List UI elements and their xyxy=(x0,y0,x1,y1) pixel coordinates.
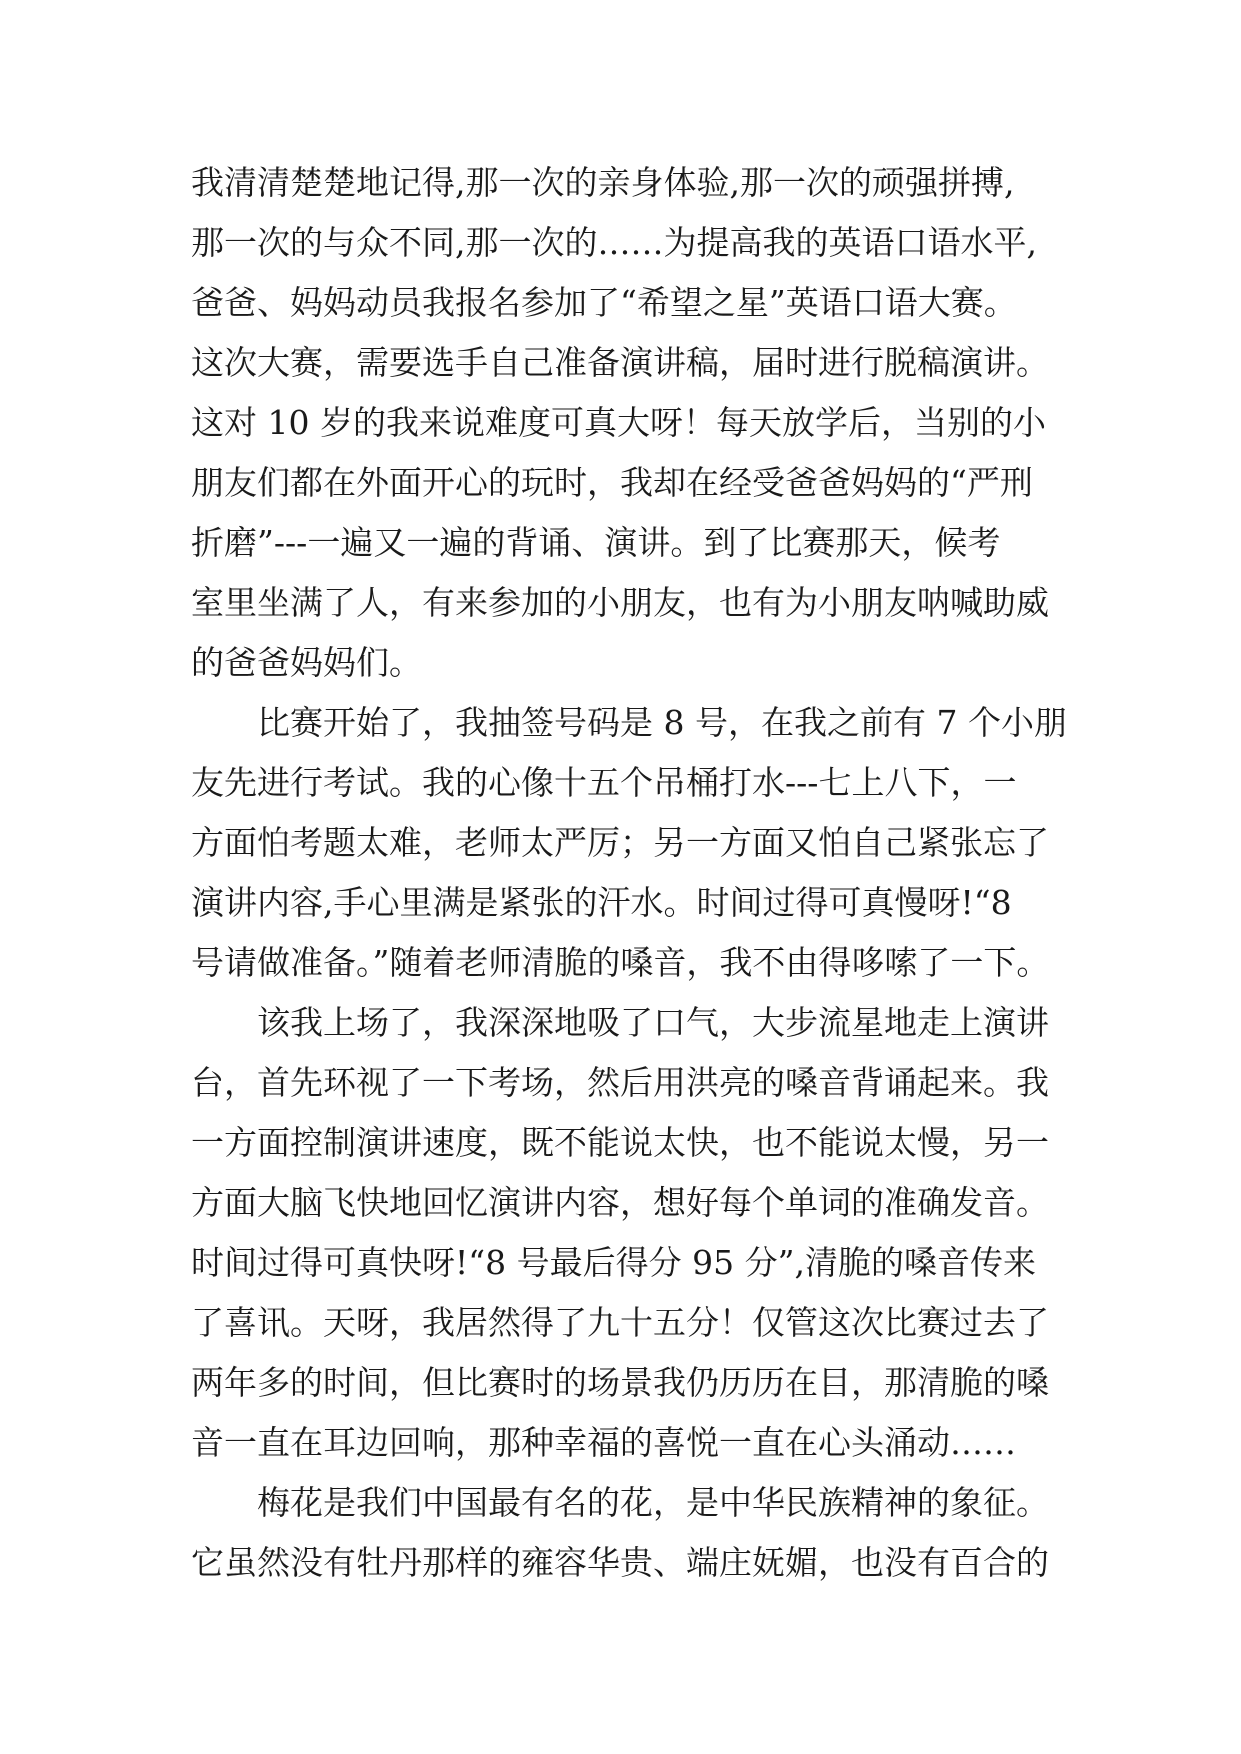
paragraph xyxy=(191,693,1101,993)
paragraph xyxy=(191,1473,1101,1593)
text-line: 梅花是我们中国最有名的花，是中华民族精神的象征。 xyxy=(257,1483,1049,1522)
text-line: 了喜讯。天呀，我居然得了九十五分！仅管这次比赛过去了 xyxy=(191,1303,1049,1342)
text-line: 爸爸、妈妈动员我报名参加了“希望之星”英语口语大赛。 xyxy=(191,283,1017,322)
text-line: 一方面控制演讲速度，既不能说太快，也不能说太慢，另一 xyxy=(191,1123,1049,1162)
text-line: 友先进行考试。我的心像十五个吊桶打水---七上八下，一 xyxy=(191,763,1017,802)
text-line: 我清清楚楚地记得,那一次的亲身体验,那一次的顽强拼搏, xyxy=(191,163,1015,202)
text-line: 该我上场了，我深深地吸了口气，大步流星地走上演讲 xyxy=(257,1003,1049,1042)
text-line: 台，首先环视了一下考场，然后用洪亮的嗓音背诵起来。我 xyxy=(191,1063,1049,1102)
text-line: 这对 10 岁的我来说难度可真大呀！每天放学后，当别的小 xyxy=(191,403,1046,442)
text-line: 音一直在耳边回响，那种幸福的喜悦一直在心头涌动…… xyxy=(191,1423,1016,1462)
text-line: 两年多的时间，但比赛时的场景我仍历历在目，那清脆的嗓 xyxy=(191,1363,1049,1402)
text-line: 朋友们都在外面开心的玩时，我却在经受爸爸妈妈的“严刑 xyxy=(191,463,1033,502)
text-line: 它虽然没有牡丹那样的雍容华贵、端庄妩媚，也没有百合的 xyxy=(191,1543,1049,1582)
text-line: 号请做准备。”随着老师清脆的嗓音，我不由得哆嗦了一下。 xyxy=(191,943,1050,982)
text-line: 方面大脑飞快地回忆演讲内容，想好每个单词的准确发音。 xyxy=(191,1183,1049,1222)
text-line: 折磨”---一遍又一遍的背诵、演讲。到了比赛那天，候考 xyxy=(191,523,1001,562)
text-line: 那一次的与众不同,那一次的……为提高我的英语口语水平, xyxy=(191,223,1037,262)
text-line: 这次大赛，需要选手自己准备演讲稿，届时进行脱稿演讲。 xyxy=(191,343,1049,382)
text-line: 室里坐满了人，有来参加的小朋友，也有为小朋友呐喊助威 xyxy=(191,583,1049,622)
text-line: 方面怕考题太难，老师太严厉；另一方面又怕自己紧张忘了 xyxy=(191,823,1049,862)
text-line: 的爸爸妈妈们。 xyxy=(191,643,422,682)
paragraph xyxy=(191,153,1101,693)
text-line: 比赛开始了，我抽签号码是 8 号，在我之前有 7 个小朋 xyxy=(257,703,1067,742)
body-text xyxy=(191,153,1101,1593)
paragraph xyxy=(191,993,1101,1473)
text-line: 演讲内容,手心里满是紧张的汗水。时间过得可真慢呀!“8 xyxy=(191,883,1012,922)
text-line: 时间过得可真快呀!“8 号最后得分 95 分”,清脆的嗓音传来 xyxy=(191,1243,1036,1282)
